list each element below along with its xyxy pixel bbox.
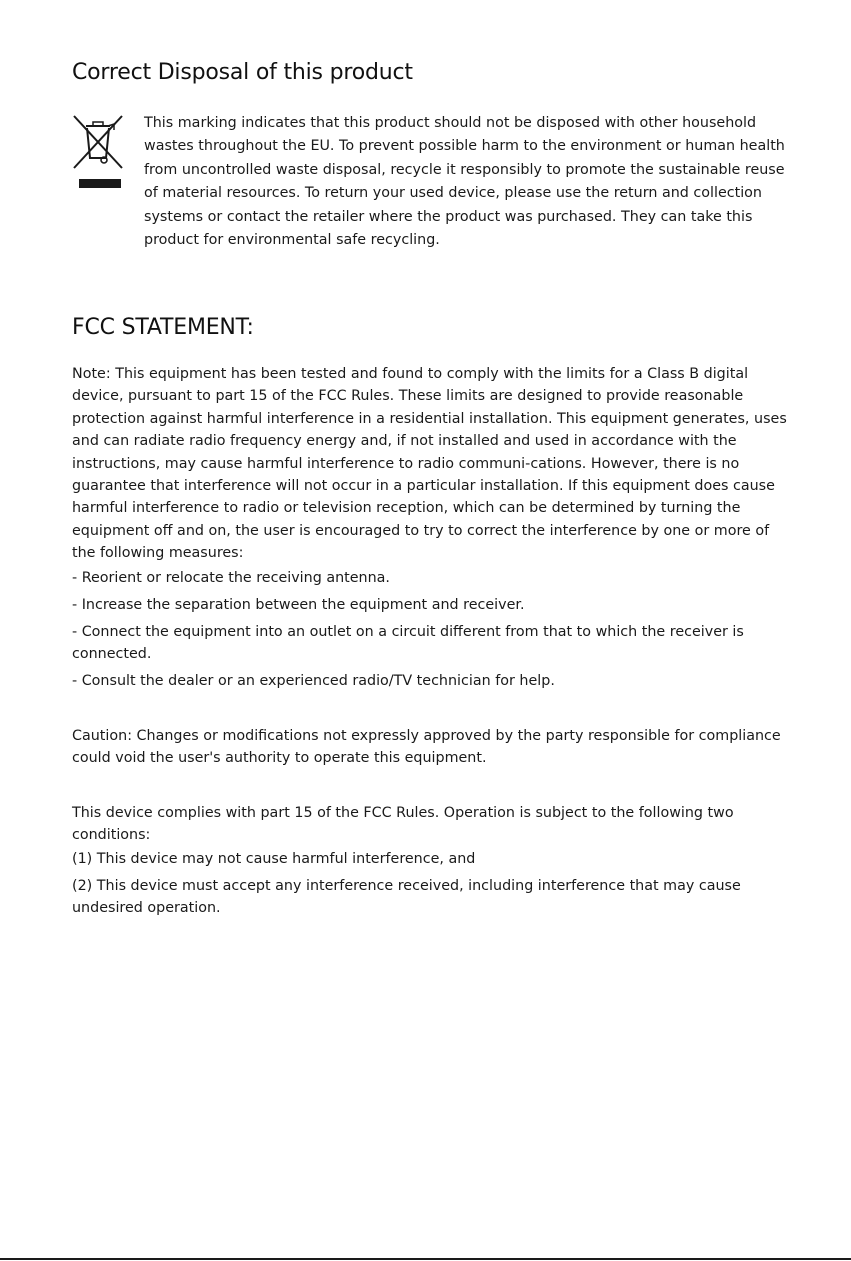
fcc-heading: FCC STATEMENT: bbox=[72, 315, 254, 340]
list-item: - Consult the dealer or an experienced radio/TV technician for help. bbox=[72, 673, 555, 690]
list-item: - Reorient or relocate the receiving antenna. bbox=[72, 570, 390, 586]
page-bottom-divider bbox=[0, 1258, 851, 1260]
crossed-out-wheelie-bin-icon bbox=[70, 112, 126, 192]
fcc-note-paragraph: Note: This equipment has been tested and found to comply with the limits for a Class B digital device, pursuant to part 15 of the FCC Rules. These limits are designed to provide reasonable protection against harmful interference in a residential installation. This equipment generates, uses and can radiate radio frequency energy and, if not installed and used in accordance with the instructions, may cause harmful interference to radio communi-cations. However, there is no guarantee that interference will not occur in a particular installation. If this equipment does cause harmful interference to radio or television reception, which can be determined by turning the equipment off and on, the user is encouraged to try to correct the interference by one or more of the following measures: bbox=[72, 366, 787, 562]
disposal-heading: Correct Disposal of this product bbox=[72, 60, 413, 85]
list-item: - Increase the separation between the equipment and receiver. bbox=[72, 596, 525, 613]
fcc-caution-paragraph: Caution: Changes or modifications not expressly approved by the party responsible for compliance could void the user's authority to operate this equipment. bbox=[72, 728, 781, 767]
fcc-compliance-paragraph: This device complies with part 15 of the FCC Rules. Operation is subject to the following two conditions: bbox=[72, 805, 734, 844]
list-item: (1) This device may not cause harmful interference, and bbox=[72, 851, 476, 867]
fcc-measures-list bbox=[72, 567, 792, 697]
fcc-conditions-list bbox=[72, 848, 792, 924]
list-item: (2) This device must accept any interference received, including interference that may cause undesired operation. bbox=[72, 877, 741, 917]
list-item: - Connect the equipment into an outlet on a circuit different from that to which the receiver is connected. bbox=[72, 623, 744, 663]
disposal-paragraph: This marking indicates that this product should not be disposed with other household wastes throughout the EU. To prevent possible harm to the environment or human health from uncontrolled waste disposal, recycle it responsibly to promote the sustainable reuse of material resources. To return your used device, please use the return and collection systems or contact the retailer where the product was purchased. They can take this product for environmental safe recycling. bbox=[144, 115, 785, 249]
